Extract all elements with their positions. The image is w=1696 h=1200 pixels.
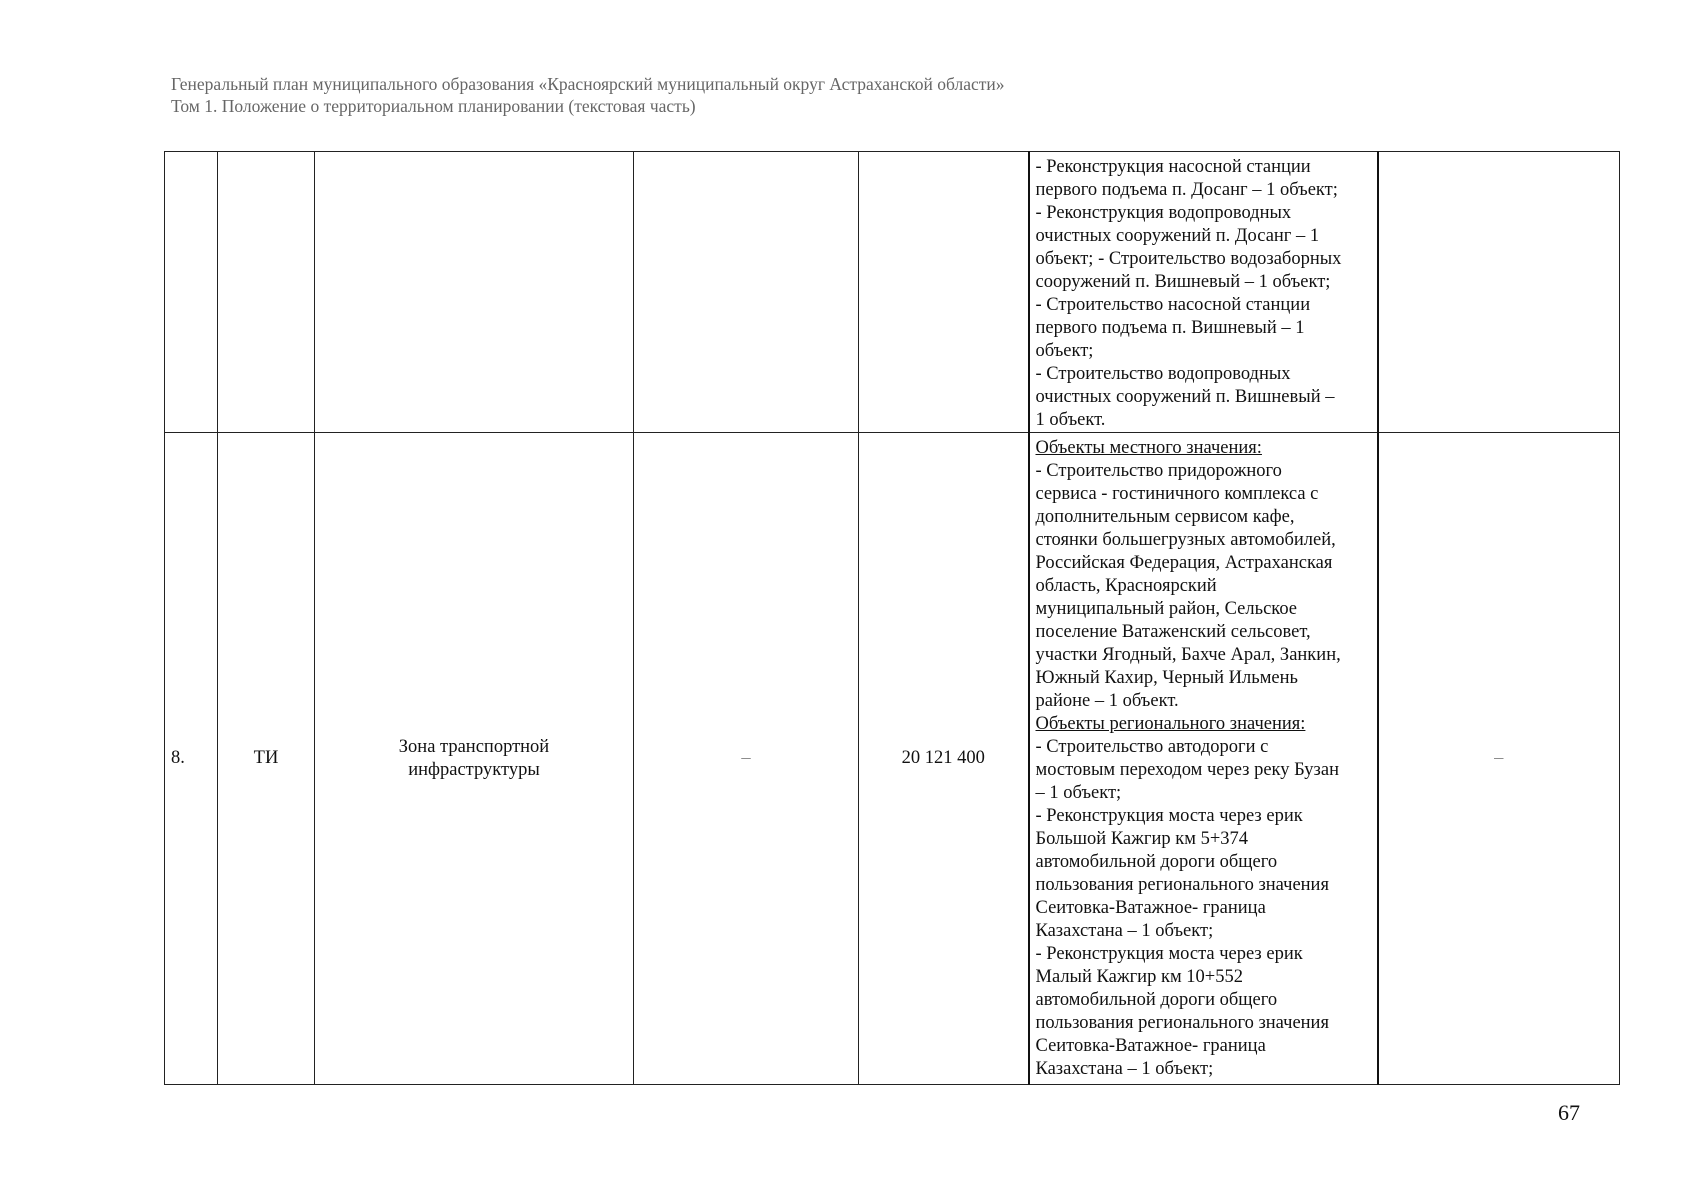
row-number-cell	[165, 152, 218, 433]
description-cell	[1029, 152, 1378, 433]
description-line: объект; - Строительство водозаборных	[1035, 249, 1342, 269]
description-line: Казахстана – 1 объект;	[1035, 921, 1214, 941]
empty-value-cell: –	[634, 433, 859, 1085]
description-line: 1 объект.	[1035, 410, 1106, 430]
description-line: - Реконструкция моста через ерик	[1035, 806, 1303, 826]
zone-code-cell: ТИ	[218, 433, 315, 1085]
local-objects-heading: Объекты местного значения:	[1035, 438, 1262, 458]
zone-name-line: Зона транспортной	[398, 736, 550, 757]
row-number-cell: 8.	[165, 433, 218, 1085]
description-line: - Реконструкция водопроводных	[1035, 203, 1292, 223]
description-line: объект;	[1035, 341, 1094, 361]
area-cell: 20 121 400	[859, 433, 1029, 1085]
description-line: Малый Кажгир км 10+552	[1035, 967, 1243, 987]
description-line: участки Ягодный, Бахче Арал, Занкин,	[1035, 645, 1341, 665]
description-line: мостовым переходом через реку Бузан	[1035, 760, 1339, 780]
description-line: Сеитовка-Ватажное- граница	[1035, 898, 1266, 918]
description-line: - Строительство водопроводных	[1035, 364, 1291, 384]
zone-code-cell	[218, 152, 315, 433]
document-header	[171, 73, 1005, 117]
table-row	[165, 152, 1620, 433]
description-line: - Строительство автодороги с	[1035, 737, 1269, 757]
description-line: автомобильной дороги общего	[1035, 852, 1278, 872]
zone-name-line: инфраструктуры	[408, 759, 540, 780]
description-line: первого подъема п. Досанг – 1 объект;	[1035, 180, 1338, 200]
description-line: очистных сооружений п. Вишневый –	[1035, 387, 1335, 407]
page-number: 67	[1558, 1100, 1580, 1125]
note-cell: –	[1378, 433, 1620, 1085]
description-line: стоянки большегрузных автомобилей,	[1035, 530, 1336, 550]
description-line: очистных сооружений п. Досанг – 1	[1035, 226, 1320, 246]
header-subtitle: Том 1. Положение о территориальном планировании (текстовая часть)	[171, 96, 696, 116]
description-line: первого подъема п. Вишневый – 1	[1035, 318, 1305, 338]
description-line: - Строительство придорожного	[1035, 461, 1282, 481]
description-line: Российская Федерация, Астраханская	[1035, 553, 1333, 573]
description-line: - Реконструкция моста через ерик	[1035, 944, 1303, 964]
planning-table	[164, 151, 1620, 1085]
note-cell	[1378, 152, 1620, 433]
description-line: сервиса - гостиничного комплекса с	[1035, 484, 1319, 504]
description-line: - Строительство насосной станции	[1035, 295, 1311, 315]
description-line: Южный Кахир, Черный Ильмень	[1035, 668, 1298, 688]
description-line: сооружений п. Вишневый – 1 объект;	[1035, 272, 1331, 292]
description-line: – 1 объект;	[1035, 783, 1122, 803]
area-cell	[859, 152, 1029, 433]
description-line: районе – 1 объект.	[1035, 691, 1179, 711]
description-line: Казахстана – 1 объект;	[1035, 1059, 1214, 1079]
empty-value-cell	[634, 152, 859, 433]
description-line: пользования регионального значения	[1035, 1013, 1329, 1033]
description-line: Сеитовка-Ватажное- граница	[1035, 1036, 1266, 1056]
description-line: - Реконструкция насосной станции	[1035, 157, 1311, 177]
description-line: пользования регионального значения	[1035, 875, 1329, 895]
description-line: автомобильной дороги общего	[1035, 990, 1278, 1010]
description-cell	[1029, 433, 1378, 1085]
table-row	[165, 433, 1620, 1085]
zone-name-cell	[315, 433, 634, 1085]
description-line: дополнительным сервисом кафе,	[1035, 507, 1295, 527]
description-line: Большой Кажгир км 5+374	[1035, 829, 1249, 849]
description-line: область, Красноярский	[1035, 576, 1217, 596]
description-line: муниципальный район, Сельское	[1035, 599, 1298, 619]
zone-name-cell	[315, 152, 634, 433]
description-line: поселение Ватаженский сельсовет,	[1035, 622, 1311, 642]
regional-objects-heading: Объекты регионального значения:	[1035, 714, 1306, 734]
header-title: Генеральный план муниципального образования «Красноярский муниципальный округ Астраханской области»	[171, 74, 1005, 94]
